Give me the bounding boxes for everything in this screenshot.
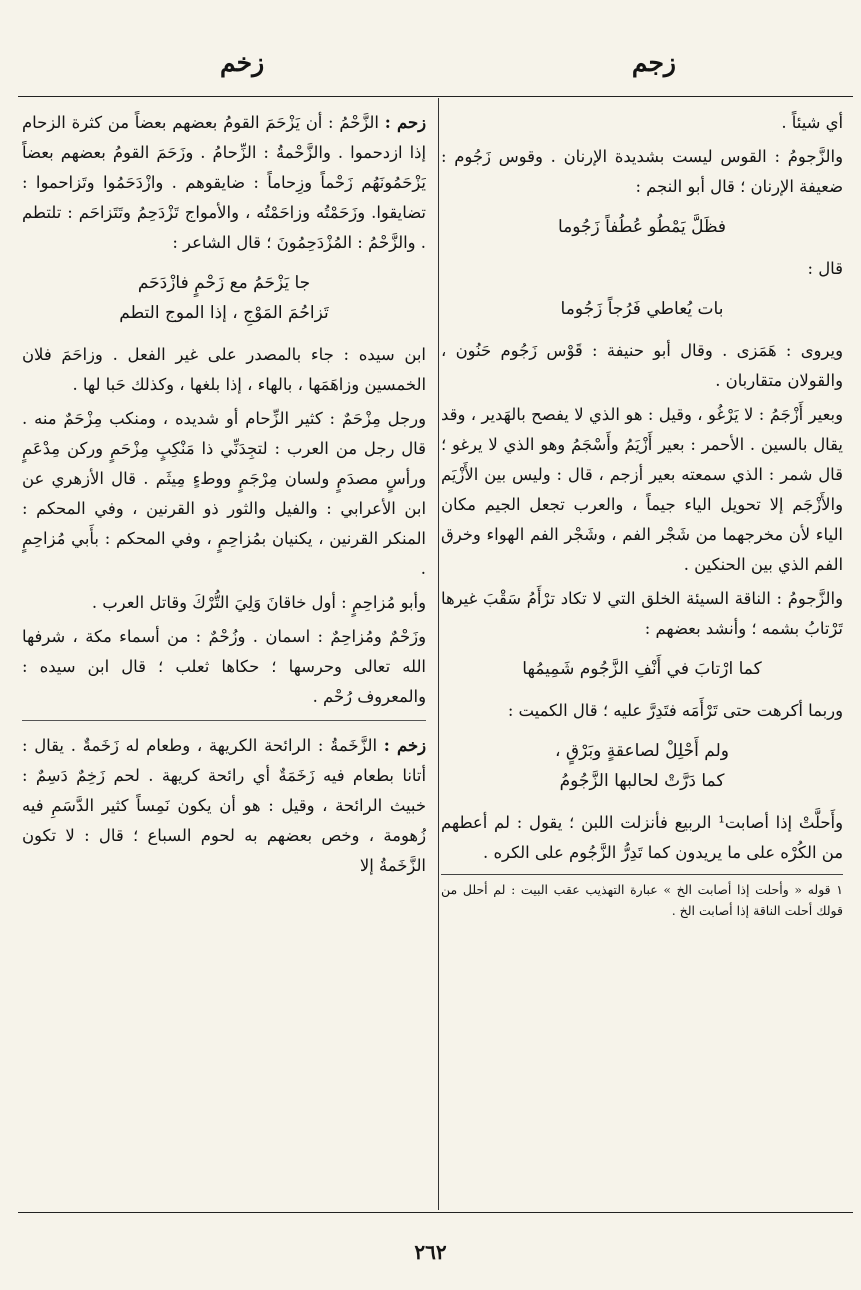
top-rule [18,96,853,97]
verse: كما ارْتابَ في أَنْفِ الزَّجُوم شَمِيمُها [522,659,762,679]
paragraph: أي شيئاً . [781,113,843,132]
entry-zakhm [22,731,426,881]
page-number: ٢٦٢ [414,1240,447,1264]
headword: زحم : [384,113,426,132]
paragraph: وأَحلَّتْ إذا أصابت¹ الربيع فأنزلت اللبن ؛ يقول : لم أعطهم من الكُرْه على ما يريدون كما تَدِرُّ الزَّجُوم على الكره . [441,813,843,862]
paragraph: وزَحْمٌ ومُزاحِمٌ : اسمان . وزُحْمٌ : من أسماء مكة ، شرفها الله تعالى وحرسها ؛ حكاها ثعلب ؛ قال ابن سيده : والمعروف رُحْم . [22,627,426,706]
paragraph: ابن سيده : جاء بالمصدر على غير الفعل . وزاحَمَ فلان الخمسين وزاهَمَها ، بالهاء ، إذا بلغها ، وكذلك حَبا لها . [22,345,426,394]
verse: فظَلَّ يَمْطُو عُطُفاً زَجُوما [557,217,727,237]
verse [441,736,843,796]
footnote: ١ قوله « وأحلت إذا أصابت الخ » عبارة التهذيب عقب البيت : لم أحلل من قولك أحلت الناقة إذا أصابت الخ . [441,874,843,921]
verse-line: تَزاحُمَ المَوْجِ ، إذا الموج التطم [119,303,329,323]
verse-line: كما دَرَّتْ لحالبها الزَّجُومُ [559,771,725,791]
paragraph: وربما أكرهت حتى تَرْأَمَه فتَدِرَّ عليه ؛ قال الكميت : [507,701,843,720]
column-divider [438,98,439,1210]
paragraph: والزَّجومُ : القوس ليست بشديدة الإرنان . وقوس زَجُوم : ضعيفة الإرنان ؛ قال أبو النجم : [441,147,843,196]
verse-line: ولم أَحْلِلْ لصاعقةٍ وبَرْقٍ ، [554,741,729,761]
entry-text: الزَّخَمةُ : الرائحة الكريهة ، وطعام له زَخَمةٌ . يقال : أتانا بطعام فيه زَخَمَةٌ أي رائحة كريهة . لحم زَخِمٌ دَسِمٌ : خبيث الرائحة ، وقيل : هو أن يكون نَمِساً كثير الدَّسَمِ فيه زُهومة ، وخص بعضهم به لحوم السباع ؛ قال : لا تكون الزَّخَمةُ إلا [22,736,426,875]
verse-line: جا يَزْحَمُ مع زَحْمٍ فازْدَحَم [137,273,311,293]
entry-zahm [22,108,426,258]
headword: زخم : [383,736,426,755]
verse [22,268,426,328]
paragraph: وبعير أَزْجَمُ : لا يَرْغُو ، وقيل : هو الذي لا يفصح بالهَدير ، وقد يقال بالسين . الأحمر : بعير أَزْيَمُ وأَسْجَمُ وهو الذي لا يرغو ؛ قال شمر : الذي سمعته بعير أزجم ، قال : وليس بين الأَزْيَم والأَزْجَم إلا تحويل الياء جيماً ، والعرب تجعل الجيم مكان الياء لأن مخرجهما من شَجْر الفم ، وشَجْر الفم الهواء وخرق الفم الذي بين الحنكين . [441,405,843,574]
right-column [441,108,843,1204]
paragraph: والزَّجومُ : الناقة السيئة الخلق التي لا تكاد ترْأَمُ سَقْبَ غيرها تَرْتابُ بشمه ؛ وأنشد بعضهم : [441,589,843,638]
left-column [22,108,426,1204]
paragraph: ورجل مِزْحَمٌ : كثير الزِّحام أو شديده ، ومنكب مِزْحَمٌ منه . قال رجل من العرب : لتجِدَنِّي ذا مَنْكِبٍ مِزْحَمٍ وركن مِدْعَمٍ ورأسٍ مصدَمٍ ولسان مِرْجَمٍ ووطءٍ مِيثَم . قال الأزهري عن ابن الأعرابي : والفيل والثور ذو القرنين ، وفي المحكم : المنكر القرنين ، يكنيان بمُزاحِمٍ ، وفي المحكم : بأَبي مُزاحِمٍ . [22,409,426,578]
verse: بات يُعاطي فَرُجاً زَجُوما [560,299,724,319]
bottom-rule [18,1212,853,1213]
entry-separator [22,720,426,721]
header-right-word: زجم [631,48,676,77]
paragraph: ويروى : هَمَزى . وقال أبو حنيفة : قَوْس زَجُوم حَنُون ، والقولان متقاربان . [441,341,843,390]
entry-text: الزَّحْمُ : أن يَزْحَمَ القومُ بعضهم بعضاً من كثرة الزحام إذا ازدحموا . والزَّحْمةُ : الزِّحامُ . وزَحَمَ القومُ بعضهم بعضاً يَزْحَمُونَهُم زَحْماً وزِحاماً : ضايقوهم . وازْدَحَمُوا وتَزاحموا : تضايقوا. وزَحَمْتُه وزاحَمْتُه ، والأمواج تَزْدَحِمُ وتَتَزاحَم : تلتطم . والزَّحْمُ : المُزْدَحِمُونَ ؛ قال الشاعر : [22,113,426,252]
header-left-word: زخم [220,48,265,77]
paragraph: قال : [807,259,843,278]
paragraph: وأبو مُزاحِمٍ : أول خاقانَ وَلِيَ التُّرْكَ وقاتل العرب . [91,593,426,612]
